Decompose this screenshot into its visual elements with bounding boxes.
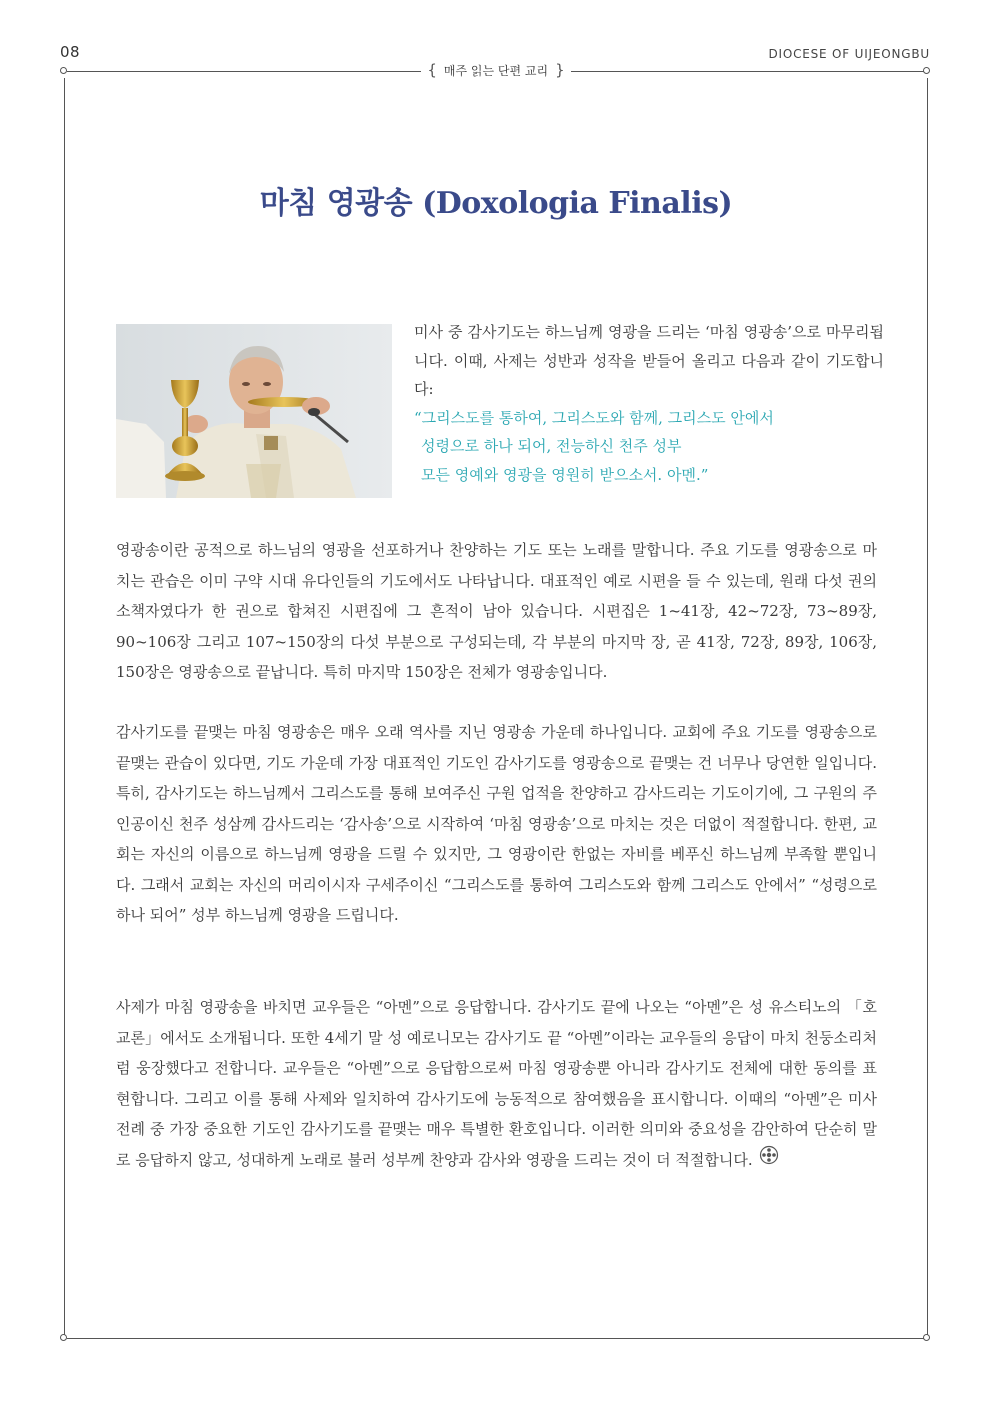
intro-block bbox=[414, 318, 884, 489]
diocese-name: DIOCESE OF UIJEONGBU bbox=[768, 47, 930, 61]
top-rule-right bbox=[571, 71, 924, 72]
prayer-line: “그리스도를 통하여, 그리스도와 함께, 그리스도 안에서 bbox=[414, 408, 774, 427]
frame-left bbox=[64, 78, 65, 1335]
series-label: 매주 읽는 단편 교리 bbox=[443, 64, 549, 78]
priest-elevation-photo bbox=[116, 324, 392, 498]
body-paragraph bbox=[116, 992, 877, 1176]
end-ornament-icon bbox=[759, 1145, 779, 1176]
frame-corner-dot bbox=[923, 67, 930, 74]
frame-right bbox=[927, 78, 928, 1335]
top-rule-left bbox=[67, 71, 421, 72]
prayer-line: 모든 영예와 영광을 영원히 받으소서. 아멘.” bbox=[421, 465, 709, 484]
series-title bbox=[421, 61, 571, 79]
paragraph-text: 사제가 마침 영광송을 바치면 교우들은 “아멘”으로 응답합니다. 감사기도 끝에 나오는 “아멘”은 성 유스티노의 「호교론」에서도 소개됩니다. 또한 4세기 말 성 예로니모는 감사기도 끝 “아멘”이라는 교우들의 응답이 마치 천둥소리처럼 웅장했다고 전합니다. 교우들은 “아멘”으로 응답함으로써 마침 영광송뿐 아니라 감사기도 전체에 대한 동의를 표현합니다. 그리고 이를 통해 사제와 일치하여 감사기도에 능동적으로 참여했음을 표시합니다. 이때의 “아멘”은 미사 전례 중 가장 중요한 기도인 감사기도를 끝맺는 매우 특별한 환호입니다. 이러한 의미와 중요성을 감안하여 단순히 말로 응답하지 않고, 성대하게 노래로 불러 성부께 찬양과 감사와 영광을 드리는 것이 더 적절합니다. bbox=[116, 998, 877, 1169]
article-title: 마침 영광송 (Doxologia Finalis) bbox=[259, 186, 733, 221]
paragraph-text: 감사기도를 끝맺는 마침 영광송은 매우 오래 역사를 지닌 영광송 가운데 하나입니다. 교회에 주요 기도를 영광송으로 끝맺는 관습이 있다면, 기도 가운데 가장 대표적인 기도인 감사기도를 영광송으로 끝맺는 건 너무나 당연한 일입니다. 특히, 감사기도는 하느님께서 그리스도를 통해 보여주신 구원 업적을 찬양하고 감사드리는 기도이기에, 그 구원의 주인공이신 천주 성삼께 감사드리는 ‘감사송’으로 시작하여 ‘마침 영광송’으로 마치는 것은 더없이 적절합니다. 한편, 교회는 자신의 이름으로 하느님께 영광을 드릴 수 있지만, 그 영광이란 한없는 자비를 베푸신 하느님께 부족할 뿐입니다. 그래서 교회는 자신의 머리이시자 구세주이신 “그리스도를 통하여 그리스도와 함께 그리스도 안에서” “성령으로 하나 되어” 성부 하느님께 영광을 드립니다. bbox=[116, 723, 877, 924]
bottom-rule bbox=[67, 1338, 924, 1339]
brace-open: { bbox=[427, 61, 437, 79]
prayer-line: 성령으로 하나 되어, 전능하신 천주 성부 bbox=[421, 437, 682, 455]
frame-corner-dot bbox=[923, 1334, 930, 1341]
intro-text: 미사 중 감사기도는 하느님께 영광을 드리는 ‘마침 영광송’으로 마무리됩니다. 이때, 사제는 성반과 성작을 받들어 올리고 다음과 같이 기도합니다: bbox=[414, 323, 884, 398]
body-paragraph bbox=[116, 535, 877, 688]
brace-close: } bbox=[555, 61, 565, 79]
prayer-quote bbox=[414, 404, 884, 490]
frame-corner-dot bbox=[60, 1334, 67, 1341]
body-paragraph bbox=[116, 717, 877, 931]
page-number: 08 bbox=[60, 43, 81, 61]
frame-corner-dot bbox=[60, 67, 67, 74]
paragraph-text: 영광송이란 공적으로 하느님의 영광을 선포하거나 찬양하는 기도 또는 노래를 말합니다. 주요 기도를 영광송으로 마치는 관습은 이미 구약 시대 유다인들의 기도에서도 나타납니다. 대표적인 예로 시편을 들 수 있는데, 원래 다섯 권의 소책자였다가 한 권으로 합쳐진 시편집에 그 흔적이 남아 있습니다. 시편집은 1~41장, 42~72장, 73~89장, 90~106장 그리고 107~150장의 다섯 부분으로 구성되는데, 각 부분의 마지막 장, 곧 41장, 72장, 89장, 106장, 150장은 영광송으로 끝납니다. 특히 마지막 150장은 전체가 영광송입니다. bbox=[116, 541, 877, 681]
